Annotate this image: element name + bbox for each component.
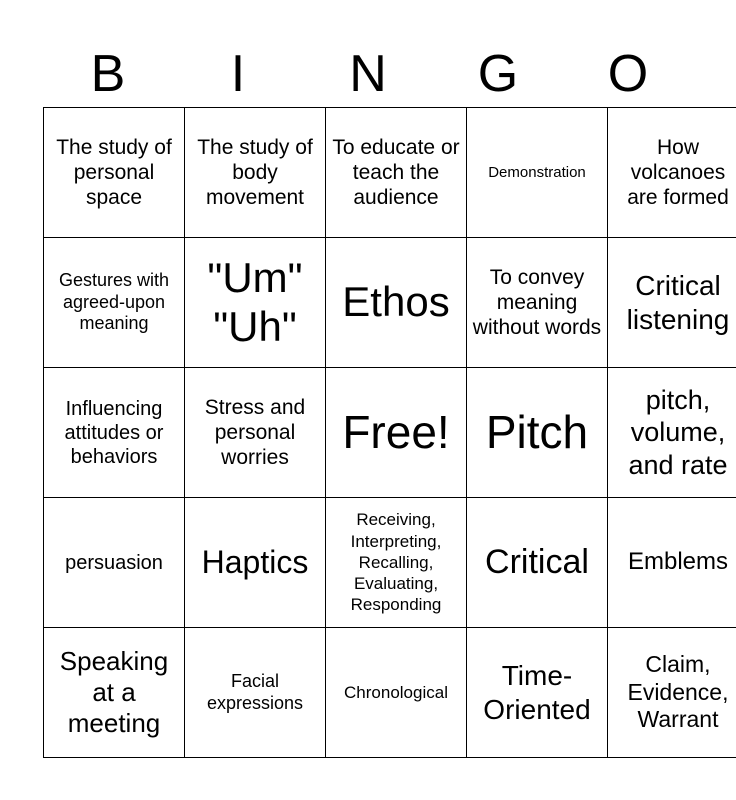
free-space: Free! xyxy=(326,368,467,498)
bingo-cell: Critical xyxy=(467,498,608,628)
board-row xyxy=(44,108,736,238)
header-letter-b: B xyxy=(90,45,126,103)
bingo-board xyxy=(43,107,736,758)
bingo-cell: Ethos xyxy=(326,238,467,368)
bingo-cell: To educate or teach the audience xyxy=(326,108,467,238)
board-row xyxy=(44,498,736,628)
bingo-cell: Chronological xyxy=(326,628,467,758)
bingo-cell: Receiving, Interpreting, Recalling, Evaluating, Responding xyxy=(326,498,467,628)
header-letter-o: O xyxy=(607,45,649,103)
bingo-cell: Facial expressions xyxy=(185,628,326,758)
bingo-cell: Stress and personal worries xyxy=(185,368,326,498)
bingo-cell: Emblems xyxy=(608,498,736,628)
bingo-cell: Haptics xyxy=(185,498,326,628)
bingo-cell: persuasion xyxy=(44,498,185,628)
board-row xyxy=(44,368,736,498)
header-letter-n: N xyxy=(349,45,387,103)
header-letter-i: I xyxy=(230,45,246,103)
bingo-cell: Critical listening xyxy=(608,238,736,368)
bingo-cell: pitch, volume, and rate xyxy=(608,368,736,498)
bingo-cell: "Um" "Uh" xyxy=(185,238,326,368)
bingo-cell: The study of personal space xyxy=(44,108,185,238)
bingo-cell: Demonstration xyxy=(467,108,608,238)
bingo-cell: Claim, Evidence, Warrant xyxy=(608,628,736,758)
bingo-cell: Time-Oriented xyxy=(467,628,608,758)
bingo-cell: To convey meaning without words xyxy=(467,238,608,368)
bingo-cell: How volcanoes are formed xyxy=(608,108,736,238)
bingo-cell: Pitch xyxy=(467,368,608,498)
bingo-cell: Speaking at a meeting xyxy=(44,628,185,758)
bingo-cell: The study of body movement xyxy=(185,108,326,238)
bingo-cell: Influencing attitudes or behaviors xyxy=(44,368,185,498)
bingo-cell: Gestures with agreed-upon meaning xyxy=(44,238,185,368)
board-row xyxy=(44,238,736,368)
header-letter-g: G xyxy=(477,45,519,103)
bingo-header xyxy=(43,40,693,108)
board-row xyxy=(44,628,736,758)
